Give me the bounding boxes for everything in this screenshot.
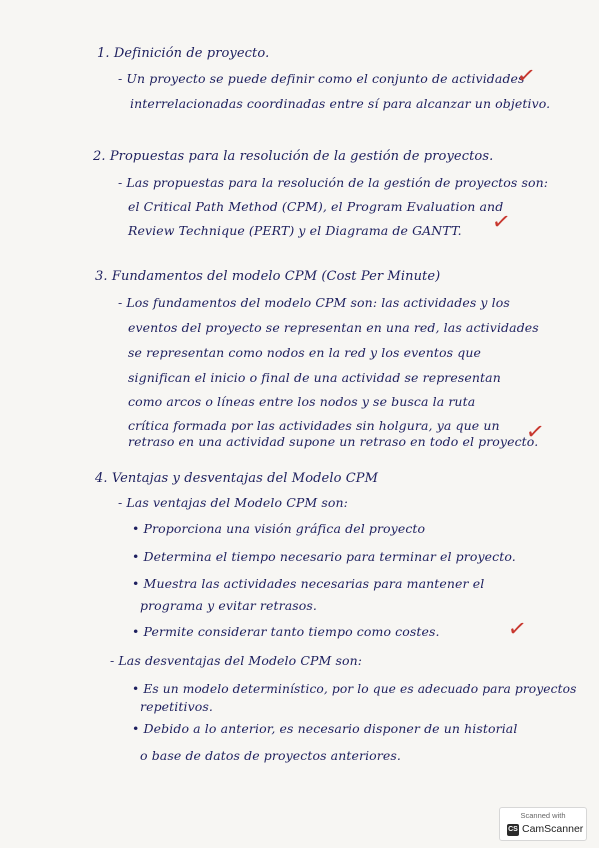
- section-4-line-1: - Las ventajas del Modelo CPM son:: [118, 495, 348, 510]
- section-4-heading: 4. Ventajas y desventajas del Modelo CPM: [95, 471, 379, 486]
- section-3-line-3: se representan como nodos en la red y los eventos que: [128, 345, 481, 360]
- check-mark-icon: ✓: [524, 418, 547, 447]
- section-2-line-2: el Critical Path Method (CPM), el Program Evaluation and: [128, 199, 504, 214]
- section-3-line-6: crítica formada por las actividades sin holgura, ya que un: [128, 418, 500, 433]
- section-4-line-2: - Las desventajas del Modelo CPM son:: [110, 653, 363, 668]
- section-4-bullet-3-cont: programa y evitar retrasos.: [140, 598, 317, 613]
- section-3-line-4: significan el inicio o final de una actividad se representan: [128, 370, 501, 385]
- section-4-bullet-1: • Proporciona una visión gráfica del proyecto: [132, 521, 426, 536]
- section-4-bullet-6-cont: o base de datos de proyectos anteriores.: [140, 748, 401, 763]
- check-mark-icon: ✓: [515, 62, 538, 91]
- check-mark-icon: ✓: [490, 208, 513, 237]
- section-4-bullet-5: • Es un modelo determinístico, por lo que es adecuado para proyectos: [132, 682, 577, 696]
- section-3-line-5: como arcos o líneas entre los nodos y se busca la ruta: [128, 394, 476, 409]
- watermark-brand: CamScanner: [522, 823, 584, 835]
- section-4-bullet-6: • Debido a lo anterior, es necesario disponer de un historial: [132, 721, 518, 736]
- section-3-heading: 3. Fundamentos del modelo CPM (Cost Per Minute): [95, 269, 441, 284]
- section-3-line-2: eventos del proyecto se representan en una red, las actividades: [128, 320, 539, 335]
- check-mark-icon: ✓: [506, 615, 529, 644]
- section-4-bullet-3: • Muestra las actividades necesarias para mantener el: [132, 576, 485, 591]
- section-2-heading: 2. Propuestas para la resolución de la gestión de proyectos.: [93, 149, 494, 164]
- camscanner-watermark: [499, 807, 587, 841]
- section-1-line-2: interrelacionadas coordinadas entre sí para alcanzar un objetivo.: [130, 96, 551, 111]
- section-4-bullet-2: • Determina el tiempo necesario para terminar el proyecto.: [132, 549, 516, 564]
- section-1-line-1: - Un proyecto se puede definir como el conjunto de actividades: [118, 71, 525, 86]
- section-3-line-7: retraso en una actividad supone un retraso en todo el proyecto.: [128, 434, 539, 449]
- section-2-line-1: - Las propuestas para la resolución de la gestión de proyectos son:: [118, 175, 549, 190]
- section-1-heading: 1. Definición de proyecto.: [97, 46, 270, 61]
- section-2-line-3: Review Technique (PERT) y el Diagrama de GANTT.: [128, 223, 462, 238]
- camscanner-logo-icon: CS: [507, 824, 519, 836]
- section-4-bullet-5-cont: repetitivos.: [140, 699, 213, 714]
- section-3-line-1: - Los fundamentos del modelo CPM son: las actividades y los: [118, 295, 510, 310]
- watermark-caption: Scanned with: [520, 811, 566, 820]
- section-4-bullet-4: • Permite considerar tanto tiempo como costes.: [132, 624, 440, 639]
